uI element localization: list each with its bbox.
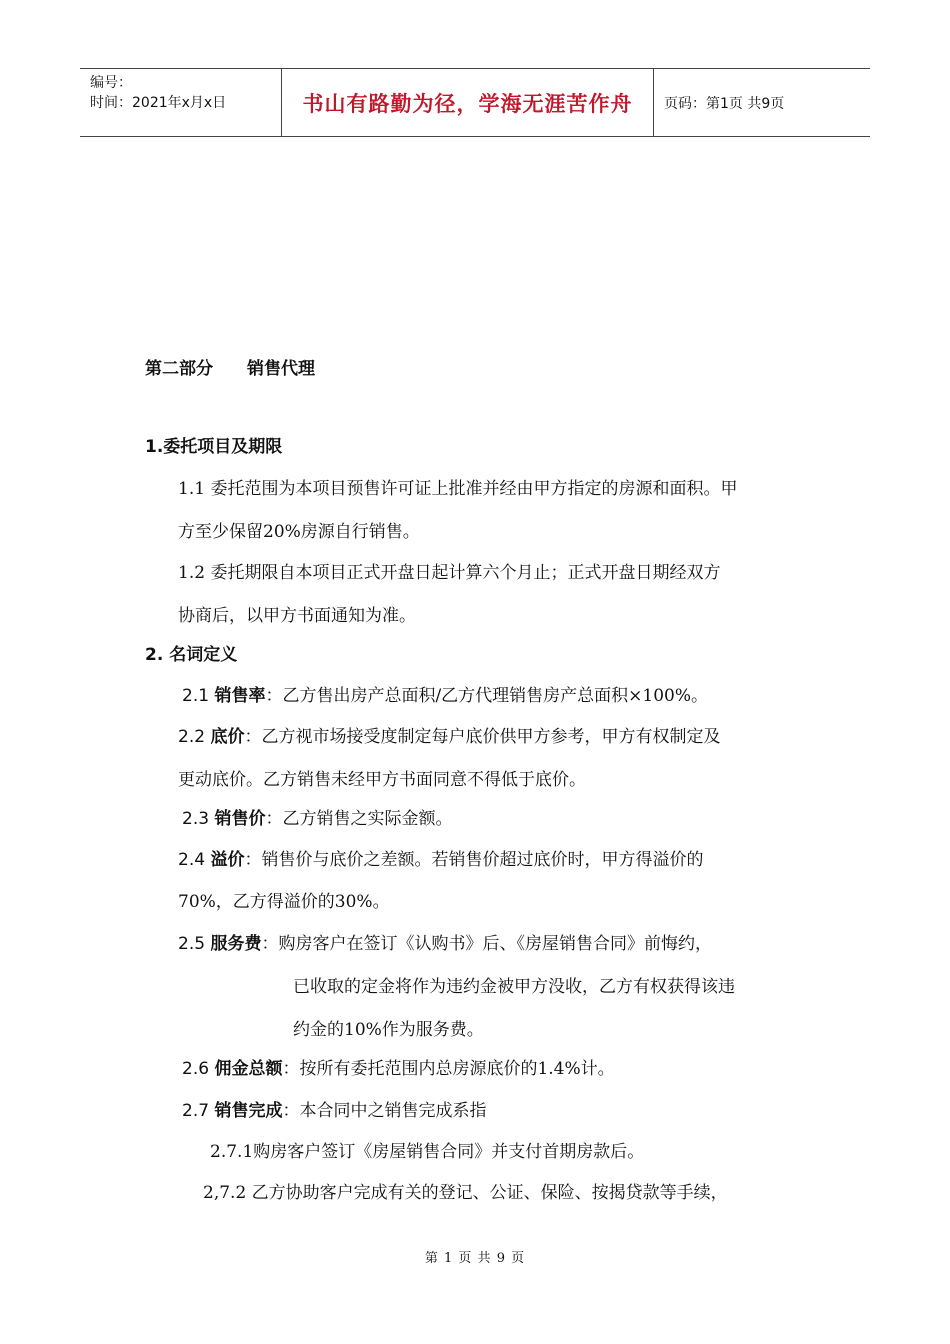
definition-number: 2.5 — [178, 934, 211, 954]
definition-term: 溢价 — [210, 850, 245, 870]
page-header — [80, 68, 870, 137]
header-left-cell — [80, 69, 282, 136]
definition-2-7-2: 2,7.2 乙方协助客户完成有关的登记、公证、保险、按揭贷款等手续， — [203, 1183, 728, 1203]
definition-number: 2.3 — [182, 809, 215, 829]
definition-term: 销售完成 — [214, 1101, 283, 1121]
definition-text: ：购房客户在签订《认购书》后、《房屋销售合同》前悔约， — [261, 934, 712, 954]
definition-2-7 — [182, 1096, 486, 1121]
definition-number: 2.1 — [182, 686, 215, 706]
definition-2-3 — [182, 804, 452, 829]
paragraph-1-1-line-2: 方至少保留20%房源自行销售。 — [178, 522, 420, 542]
definition-2-5-continued-1: 已收取的定金将作为违约金被甲方没收，乙方有权获得该违 — [293, 977, 735, 997]
definition-term: 服务费 — [210, 934, 262, 954]
heading-1: 1.委托项目及期限 — [145, 437, 283, 457]
definition-term: 底价 — [210, 727, 245, 747]
definition-2-1 — [182, 681, 708, 706]
document-time-label: 时间：2021年x月x日 — [90, 95, 227, 111]
definition-2-6 — [182, 1054, 615, 1079]
definition-number: 2.4 — [178, 850, 211, 870]
paragraph-1-2-line-2: 协商后，以甲方书面通知为准。 — [178, 606, 416, 626]
heading-2: 2. 名词定义 — [145, 645, 238, 665]
definition-number: 2.2 — [178, 727, 211, 747]
definition-2-5-continued-2: 约金的10%作为服务费。 — [293, 1020, 484, 1040]
definition-2-7-1: 2.7.1购房客户签订《房屋销售合同》并支付首期房款后。 — [210, 1142, 645, 1162]
definition-2-4-continued: 70%，乙方得溢价的30%。 — [178, 892, 390, 912]
definition-text: ：乙方销售之实际金额。 — [265, 809, 453, 829]
definition-text: ：乙方售出房产总面积/乙方代理销售房产总面积×100%。 — [265, 686, 709, 706]
definition-text: ：销售价与底价之差额。若销售价超过底价时，甲方得溢价的 — [244, 850, 704, 870]
definition-number: 2.7 — [182, 1101, 215, 1121]
definition-2-2 — [178, 722, 720, 747]
header-motto: 书山有路勤为径，学海无涯苦作舟 — [282, 69, 654, 136]
definition-2-5 — [178, 929, 712, 954]
paragraph-1-2-line-1: 1.2 委托期限自本项目正式开盘日起计算六个月止；正式开盘日期经双方 — [178, 563, 721, 583]
paragraph-1-1-line-1: 1.1 委托范围为本项目预售许可证上批准并经由甲方指定的房源和面积。甲 — [178, 479, 738, 499]
document-number-label: 编号： — [90, 75, 132, 91]
definition-text: ：乙方视市场接受度制定每户底价供甲方参考，甲方有权制定及 — [244, 727, 721, 747]
definition-term: 销售价 — [214, 809, 266, 829]
definition-2-2-continued: 更动底价。乙方销售未经甲方书面同意不得低于底价。 — [178, 770, 586, 790]
definition-term: 佣金总额 — [214, 1059, 283, 1079]
definition-text: ：按所有委托范围内总房源底价的1.4%计。 — [282, 1059, 615, 1079]
definition-text: ：本合同中之销售完成系指 — [282, 1101, 487, 1121]
definition-2-4 — [178, 845, 703, 870]
section-title: 第二部分 销售代理 — [145, 359, 315, 379]
header-page-number: 页码：第1页 共9页 — [664, 95, 785, 112]
page-footer: 第 1 页 共 9 页 — [424, 1251, 526, 1266]
definition-number: 2.6 — [182, 1059, 215, 1079]
definition-term: 销售率 — [214, 686, 266, 706]
